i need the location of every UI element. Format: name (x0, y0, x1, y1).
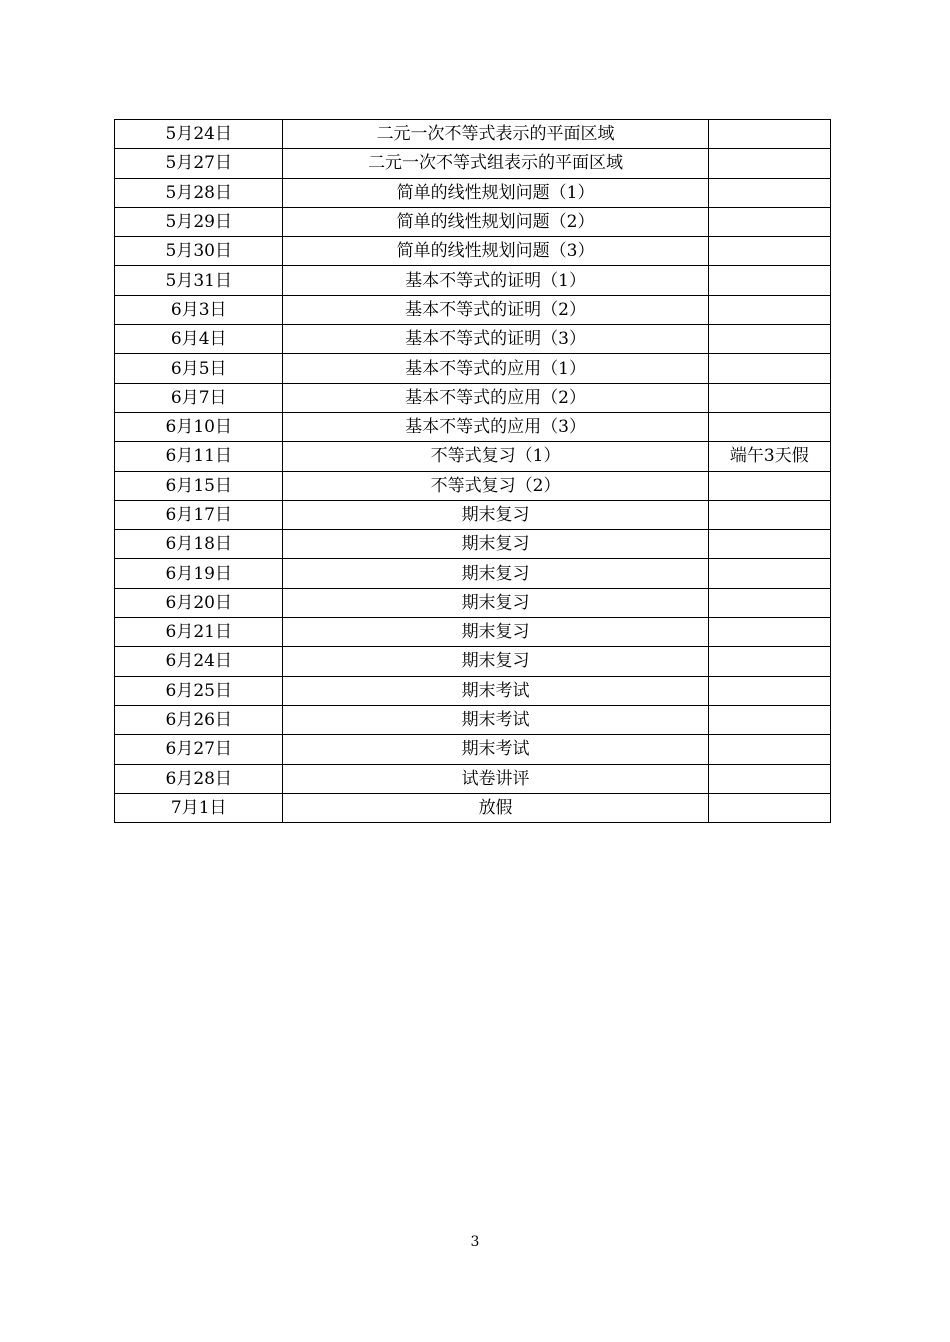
table-row (115, 120, 831, 149)
content-cell: 基本不等式的应用（1） (283, 354, 708, 383)
table-row (115, 207, 831, 236)
note-cell (708, 178, 830, 207)
schedule-body (115, 120, 831, 823)
content-cell: 期末考试 (283, 676, 708, 705)
note-cell (708, 471, 830, 500)
date-cell: 6月25日 (115, 676, 283, 705)
date-cell: 6月19日 (115, 559, 283, 588)
content-cell: 期末复习 (283, 559, 708, 588)
date-cell: 6月10日 (115, 412, 283, 441)
table-row (115, 705, 831, 734)
content-cell: 简单的线性规划问题（1） (283, 178, 708, 207)
date-cell: 6月26日 (115, 705, 283, 734)
note-cell (708, 325, 830, 354)
note-cell (708, 530, 830, 559)
content-cell: 基本不等式的应用（3） (283, 412, 708, 441)
note-cell (708, 383, 830, 412)
table-row (115, 295, 831, 324)
content-cell: 期末复习 (283, 618, 708, 647)
note-cell (708, 207, 830, 236)
table-row (115, 442, 831, 471)
date-cell: 6月24日 (115, 647, 283, 676)
table-row (115, 178, 831, 207)
content-cell: 期末考试 (283, 705, 708, 734)
note-cell: 端午3天假 (708, 442, 830, 471)
date-cell: 6月4日 (115, 325, 283, 354)
date-cell: 5月29日 (115, 207, 283, 236)
note-cell (708, 793, 830, 822)
note-cell (708, 412, 830, 441)
table-row (115, 764, 831, 793)
table-row (115, 500, 831, 529)
table-row (115, 354, 831, 383)
date-cell: 5月27日 (115, 149, 283, 178)
table-row (115, 618, 831, 647)
note-cell (708, 559, 830, 588)
content-cell: 期末复习 (283, 530, 708, 559)
page-number: 3 (470, 1234, 480, 1250)
date-cell: 6月3日 (115, 295, 283, 324)
date-cell: 6月27日 (115, 735, 283, 764)
table-row (115, 412, 831, 441)
content-cell: 二元一次不等式组表示的平面区域 (283, 149, 708, 178)
content-cell: 基本不等式的证明（1） (283, 266, 708, 295)
date-cell: 5月28日 (115, 178, 283, 207)
table-row (115, 266, 831, 295)
content-cell: 期末复习 (283, 647, 708, 676)
content-cell: 期末复习 (283, 500, 708, 529)
note-cell (708, 735, 830, 764)
table-row (115, 383, 831, 412)
date-cell: 7月1日 (115, 793, 283, 822)
content-cell: 放假 (283, 793, 708, 822)
date-cell: 6月7日 (115, 383, 283, 412)
table-row (115, 149, 831, 178)
note-cell (708, 764, 830, 793)
note-cell (708, 354, 830, 383)
content-cell: 基本不等式的应用（2） (283, 383, 708, 412)
table-row (115, 647, 831, 676)
date-cell: 5月24日 (115, 120, 283, 149)
table-row (115, 793, 831, 822)
note-cell (708, 705, 830, 734)
note-cell (708, 266, 830, 295)
note-cell (708, 676, 830, 705)
table-row (115, 471, 831, 500)
note-cell (708, 295, 830, 324)
note-cell (708, 618, 830, 647)
note-cell (708, 588, 830, 617)
content-cell: 二元一次不等式表示的平面区域 (283, 120, 708, 149)
content-cell: 不等式复习（2） (283, 471, 708, 500)
date-cell: 6月20日 (115, 588, 283, 617)
note-cell (708, 647, 830, 676)
table-row (115, 735, 831, 764)
table-row (115, 559, 831, 588)
note-cell (708, 149, 830, 178)
date-cell: 6月21日 (115, 618, 283, 647)
note-cell (708, 500, 830, 529)
date-cell: 5月31日 (115, 266, 283, 295)
table-row (115, 530, 831, 559)
table-row (115, 588, 831, 617)
date-cell: 6月15日 (115, 471, 283, 500)
table-row (115, 676, 831, 705)
content-cell: 简单的线性规划问题（3） (283, 237, 708, 266)
content-cell: 试卷讲评 (283, 764, 708, 793)
content-cell: 基本不等式的证明（3） (283, 325, 708, 354)
schedule-table (114, 119, 831, 823)
content-cell: 期末复习 (283, 588, 708, 617)
date-cell: 5月30日 (115, 237, 283, 266)
date-cell: 6月11日 (115, 442, 283, 471)
content-cell: 不等式复习（1） (283, 442, 708, 471)
content-cell: 简单的线性规划问题（2） (283, 207, 708, 236)
date-cell: 6月18日 (115, 530, 283, 559)
content-cell: 基本不等式的证明（2） (283, 295, 708, 324)
table-row (115, 325, 831, 354)
date-cell: 6月17日 (115, 500, 283, 529)
date-cell: 6月5日 (115, 354, 283, 383)
note-cell (708, 237, 830, 266)
note-cell (708, 120, 830, 149)
content-cell: 期末考试 (283, 735, 708, 764)
table-row (115, 237, 831, 266)
date-cell: 6月28日 (115, 764, 283, 793)
